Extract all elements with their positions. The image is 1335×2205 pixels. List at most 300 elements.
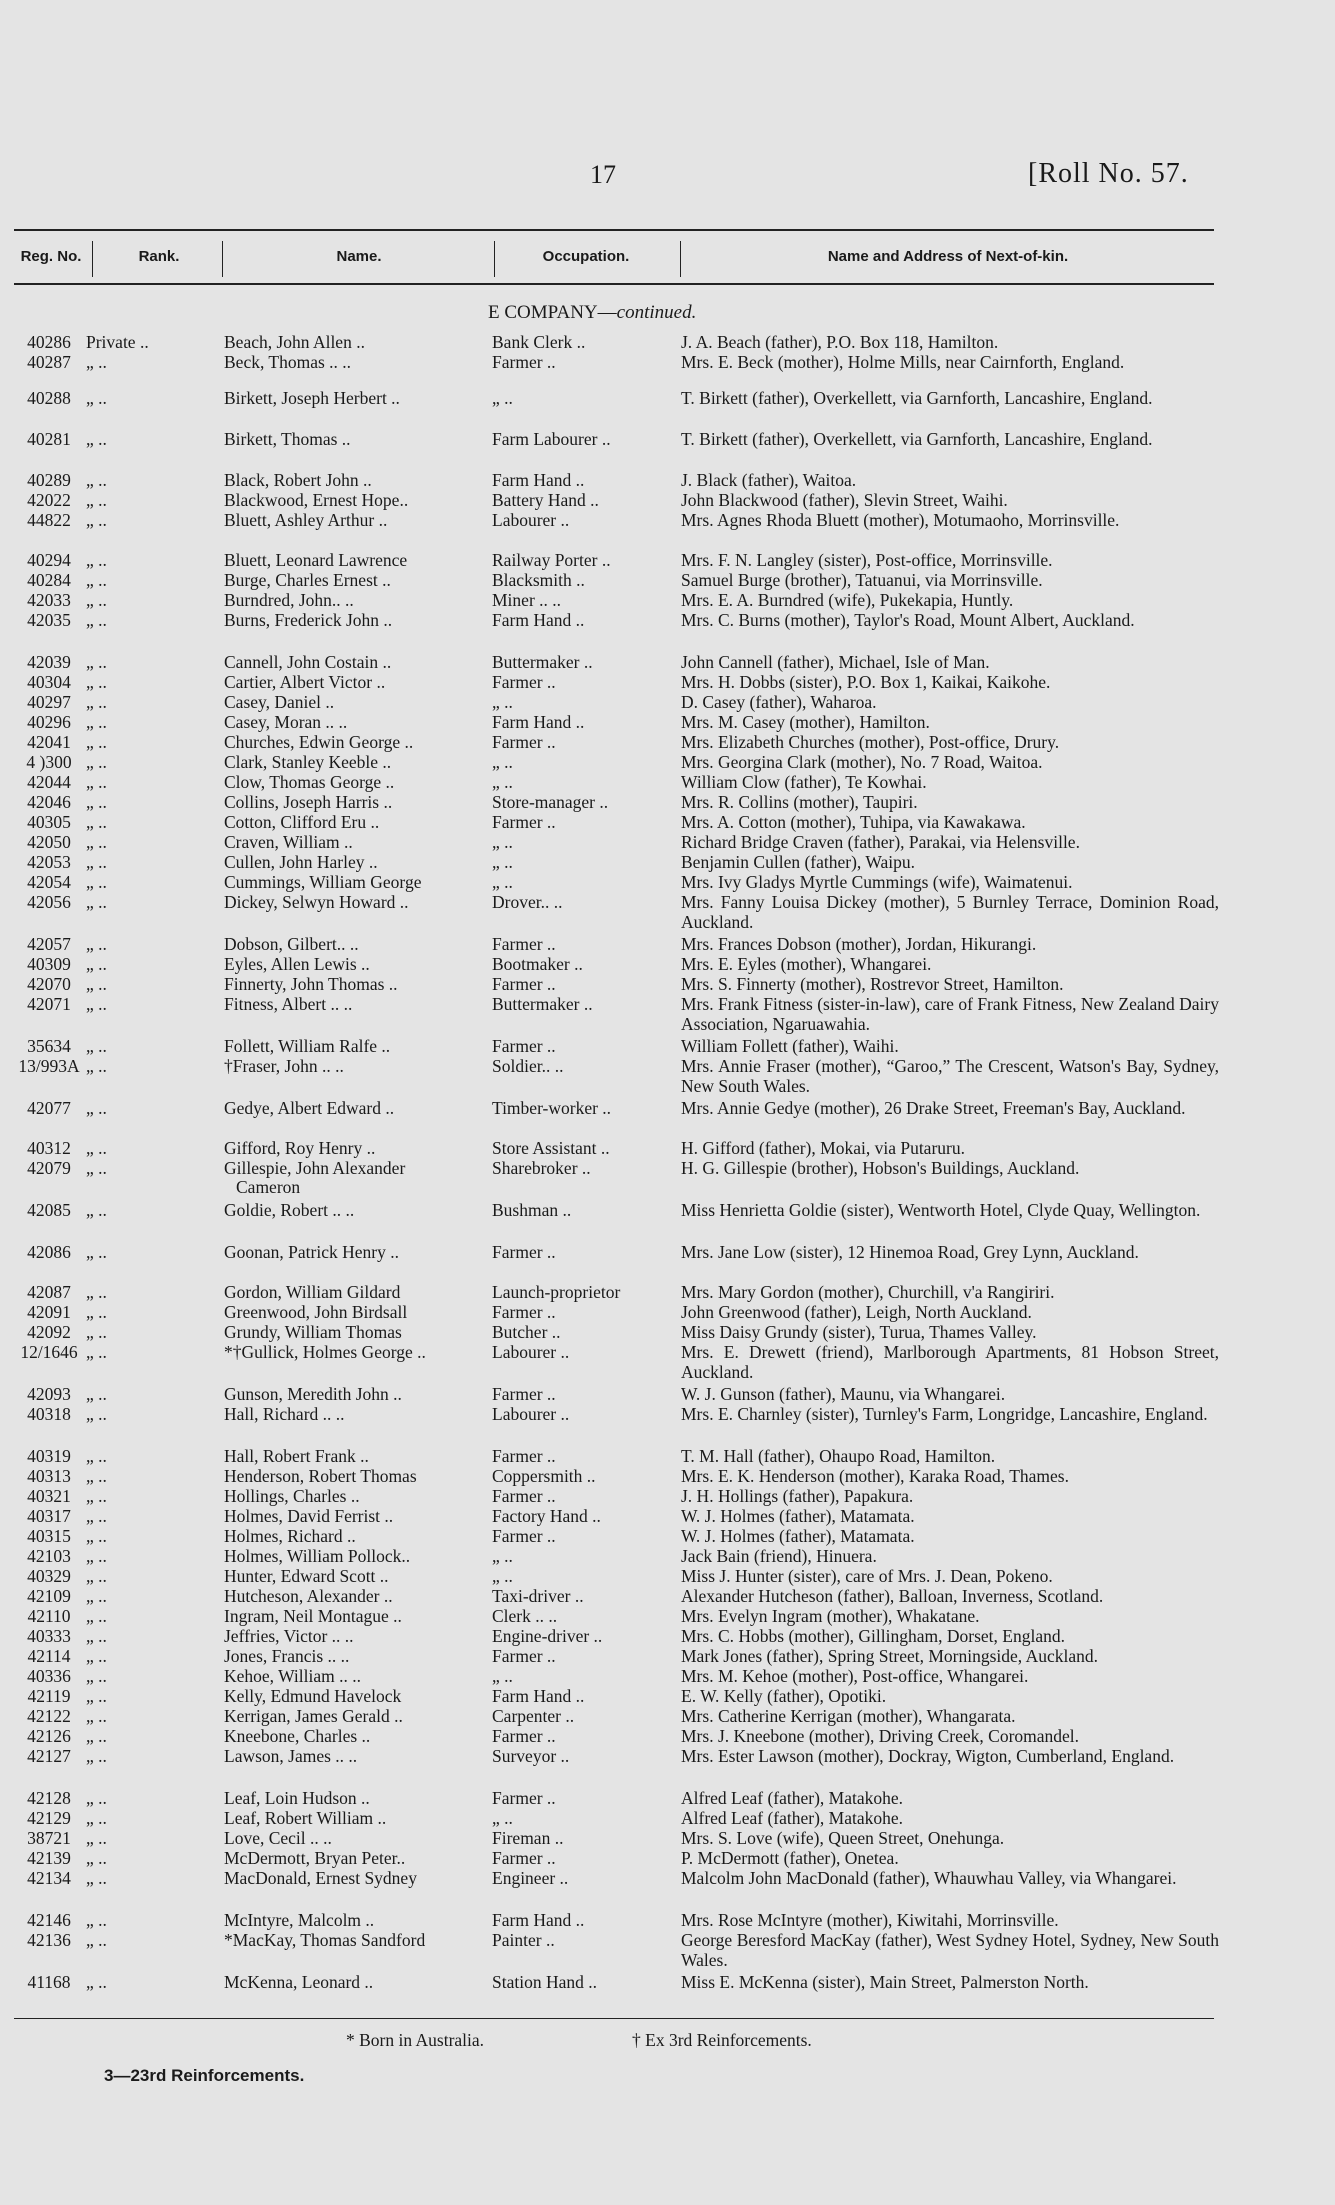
section-title: [488, 302, 696, 324]
occupation: Bank Clerk ..: [492, 332, 586, 352]
col-next-of-kin-header: Name and Address of Next-of-kin.: [827, 248, 1069, 265]
occupation: „ ..: [492, 692, 513, 712]
reg-number: 42077: [27, 1098, 71, 1118]
rank: „ ..: [86, 1586, 107, 1606]
rank: „ ..: [86, 1546, 107, 1566]
reg-number: 40289: [27, 470, 71, 490]
next-of-kin: Miss E. McKenna (sister), Main Street, Palmerston North.: [681, 1972, 1089, 1992]
occupation: Farmer ..: [492, 672, 556, 692]
next-of-kin: Mrs. E. A. Burndred (wife), Pukekapia, Huntly.: [681, 590, 1014, 610]
reg-number: 40333: [27, 1626, 71, 1646]
soldier-name: Love, Cecil .. ..: [224, 1828, 332, 1848]
rank: „ ..: [86, 1384, 107, 1404]
rank: „ ..: [86, 1626, 107, 1646]
next-of-kin: J. H. Hollings (father), Papakura.: [681, 1486, 914, 1506]
next-of-kin: Richard Bridge Craven (father), Parakai, via Helensville.: [681, 832, 1080, 852]
occupation: „ ..: [492, 852, 513, 872]
soldier-name: Greenwood, John Birdsall: [224, 1302, 408, 1322]
next-of-kin: John Cannell (father), Michael, Isle of Man.: [681, 652, 990, 672]
rank: „ ..: [86, 1158, 107, 1178]
soldier-name: MacDonald, Ernest Sydney: [224, 1868, 417, 1888]
reg-number: 41168: [27, 1972, 71, 1992]
rank: „ ..: [86, 550, 107, 570]
occupation: Engineer ..: [492, 1868, 569, 1888]
occupation: Farmer ..: [492, 352, 556, 372]
next-of-kin: Mrs. C. Hobbs (mother), Gillingham, Dorset, England.: [681, 1626, 1065, 1646]
occupation: Farmer ..: [492, 812, 556, 832]
occupation: Farmer ..: [492, 1726, 556, 1746]
soldier-name: Burge, Charles Ernest ..: [224, 570, 391, 590]
occupation: „ ..: [492, 752, 513, 772]
occupation: Drover.. ..: [492, 892, 563, 912]
next-of-kin: Mrs. Annie Gedye (mother), 26 Drake Street, Freeman's Bay, Auckland.: [681, 1098, 1186, 1118]
reg-number: 42146: [27, 1910, 71, 1930]
next-of-kin: Mrs. Frances Dobson (mother), Jordan, Hikurangi.: [681, 934, 1037, 954]
soldier-name: Holmes, Richard ..: [224, 1526, 356, 1546]
next-of-kin: Malcolm John MacDonald (father), Whauwhau Valley, via Whangarei.: [681, 1868, 1177, 1888]
footnote-born-in-australia: * Born in Australia.: [346, 2030, 485, 2050]
next-of-kin: Mrs. H. Dobbs (sister), P.O. Box 1, Kaikai, Kaikohe.: [681, 672, 1051, 692]
rank: Private ..: [86, 332, 149, 352]
occupation: Soldier.. ..: [492, 1056, 564, 1076]
next-of-kin: Mrs. Rose McIntyre (mother), Kiwitahi, Morrinsville.: [681, 1910, 1059, 1930]
next-of-kin: Mrs. Fanny Louisa Dickey (mother), 5 Burnley Terrace, Dominion Road, Auckland.: [681, 892, 1219, 932]
soldier-name: Gifford, Roy Henry ..: [224, 1138, 376, 1158]
rank: „ ..: [86, 1466, 107, 1486]
occupation: Buttermaker ..: [492, 994, 593, 1014]
rank: „ ..: [86, 1036, 107, 1056]
next-of-kin: W. J. Holmes (father), Matamata.: [681, 1526, 915, 1546]
occupation: Bootmaker ..: [492, 954, 583, 974]
reg-number: 42044: [27, 772, 71, 792]
next-of-kin: William Follett (father), Waihi.: [681, 1036, 899, 1056]
occupation: Fireman ..: [492, 1828, 564, 1848]
next-of-kin: Mrs. F. N. Langley (sister), Post-office, Morrinsville.: [681, 550, 1053, 570]
soldier-name: McIntyre, Malcolm ..: [224, 1910, 375, 1930]
rank: „ ..: [86, 1506, 107, 1526]
soldier-name: Dobson, Gilbert.. ..: [224, 934, 359, 954]
soldier-name: Follett, William Ralfe ..: [224, 1036, 391, 1056]
rank: „ ..: [86, 1606, 107, 1626]
rank: „ ..: [86, 570, 107, 590]
next-of-kin: Mrs. E. Eyles (mother), Whangarei.: [681, 954, 932, 974]
occupation: Timber-worker ..: [492, 1098, 612, 1118]
rank: „ ..: [86, 1446, 107, 1466]
occupation: Farm Hand ..: [492, 712, 585, 732]
soldier-name: *†Gullick, Holmes George ..: [224, 1342, 426, 1362]
occupation: Bushman ..: [492, 1200, 572, 1220]
next-of-kin: Mrs. S. Finnerty (mother), Rostrevor Street, Hamilton.: [681, 974, 1064, 994]
occupation: „ ..: [492, 772, 513, 792]
occupation: Blacksmith ..: [492, 570, 585, 590]
soldier-name: McKenna, Leonard ..: [224, 1972, 374, 1992]
soldier-name: Hunter, Edward Scott ..: [224, 1566, 389, 1586]
soldier-name: Craven, William ..: [224, 832, 353, 852]
occupation: Carpenter ..: [492, 1706, 575, 1726]
rank: „ ..: [86, 590, 107, 610]
soldier-name: †Fraser, John .. ..: [224, 1056, 344, 1076]
reg-number: 40288: [27, 388, 71, 408]
rank: „ ..: [86, 792, 107, 812]
occupation: Sharebroker ..: [492, 1158, 591, 1178]
reg-number: 40318: [27, 1404, 71, 1424]
rank: „ ..: [86, 610, 107, 630]
soldier-name: Grundy, William Thomas: [224, 1322, 402, 1342]
next-of-kin: Miss Daisy Grundy (sister), Turua, Thames Valley.: [681, 1322, 1037, 1342]
next-of-kin: T. Birkett (father), Overkellett, via Garnforth, Lancashire, England.: [681, 429, 1153, 449]
soldier-name: Gillespie, John Alexander: [224, 1158, 406, 1178]
rank: „ ..: [86, 470, 107, 490]
soldier-name: Hutcheson, Alexander ..: [224, 1586, 393, 1606]
occupation: Surveyor ..: [492, 1746, 570, 1766]
rank: „ ..: [86, 812, 107, 832]
soldier-name: Holmes, David Ferrist ..: [224, 1506, 394, 1526]
rank: „ ..: [86, 1056, 107, 1076]
soldier-name: Finnerty, John Thomas ..: [224, 974, 398, 994]
reg-number: 42087: [27, 1282, 71, 1302]
rank: „ ..: [86, 490, 107, 510]
soldier-name: Burns, Frederick John ..: [224, 610, 393, 630]
occupation: Farmer ..: [492, 1646, 556, 1666]
soldier-name: Gordon, William Gildard: [224, 1282, 401, 1302]
next-of-kin: Alexander Hutcheson (father), Balloan, Inverness, Scotland.: [681, 1586, 1104, 1606]
occupation: Farmer ..: [492, 1788, 556, 1808]
soldier-name: Casey, Daniel ..: [224, 692, 335, 712]
col-rank-header: Rank.: [138, 248, 180, 265]
next-of-kin: Mrs. M. Kehoe (mother), Post-office, Whangarei.: [681, 1666, 1029, 1686]
rank: „ ..: [86, 1666, 107, 1686]
next-of-kin: Mrs. Jane Low (sister), 12 Hinemoa Road, Grey Lynn, Auckland.: [681, 1242, 1139, 1262]
next-of-kin: Mrs. Frank Fitness (sister-in-law), care of Frank Fitness, New Zealand Dairy Association, Ngaruawahia.: [681, 994, 1219, 1034]
rank: „ ..: [86, 388, 107, 408]
next-of-kin: Mrs. E. Charnley (sister), Turnley's Farm, Longridge, Lancashire, England.: [681, 1404, 1208, 1424]
soldier-name: Gedye, Albert Edward ..: [224, 1098, 395, 1118]
next-of-kin: E. W. Kelly (father), Opotiki.: [681, 1686, 887, 1706]
soldier-name: Kneebone, Charles ..: [224, 1726, 371, 1746]
soldier-name: Leaf, Robert William ..: [224, 1808, 387, 1828]
occupation: Butcher ..: [492, 1322, 561, 1342]
soldier-name: Lawson, James .. ..: [224, 1746, 358, 1766]
next-of-kin: Benjamin Cullen (father), Waipu.: [681, 852, 915, 872]
rank: „ ..: [86, 1646, 107, 1666]
roll-number: [Roll No. 57.: [1028, 158, 1189, 189]
reg-number: 40312: [27, 1138, 71, 1158]
footer-rule: [14, 2018, 1214, 2019]
reg-number: 42071: [27, 994, 71, 1014]
occupation: Farm Hand ..: [492, 610, 585, 630]
reg-number: 40313: [27, 1466, 71, 1486]
rank: „ ..: [86, 752, 107, 772]
col-divider: [680, 241, 681, 277]
reg-number: 42114: [27, 1646, 71, 1666]
table-header: [14, 229, 1214, 285]
reg-number: 42139: [27, 1848, 71, 1868]
reg-number: 42103: [27, 1546, 71, 1566]
rank: „ ..: [86, 1322, 107, 1342]
next-of-kin: John Blackwood (father), Slevin Street, Waihi.: [681, 490, 1008, 510]
rank: „ ..: [86, 1566, 107, 1586]
rank: „ ..: [86, 1706, 107, 1726]
rank: „ ..: [86, 1930, 107, 1950]
occupation: Farmer ..: [492, 732, 556, 752]
soldier-name: Hall, Robert Frank ..: [224, 1446, 369, 1466]
rank: „ ..: [86, 1302, 107, 1322]
soldier-name: Jones, Francis .. ..: [224, 1646, 350, 1666]
occupation: „ ..: [492, 1566, 513, 1586]
reg-number: 40336: [27, 1666, 71, 1686]
soldier-name: Ingram, Neil Montague ..: [224, 1606, 402, 1626]
next-of-kin: Mrs. A. Cotton (mother), Tuhipa, via Kawakawa.: [681, 812, 1026, 832]
reg-number: 42079: [27, 1158, 71, 1178]
soldier-name: Black, Robert John ..: [224, 470, 372, 490]
rank: „ ..: [86, 1868, 107, 1888]
soldier-name: Cartier, Albert Victor ..: [224, 672, 386, 692]
occupation: Farmer ..: [492, 1526, 556, 1546]
reg-number: 13/993A: [18, 1056, 80, 1076]
soldier-name: Birkett, Joseph Herbert ..: [224, 388, 400, 408]
col-occupation-header: Occupation.: [542, 248, 630, 265]
next-of-kin: Miss Henrietta Goldie (sister), Wentworth Hotel, Clyde Quay, Wellington.: [681, 1200, 1201, 1220]
reg-number: 42128: [27, 1788, 71, 1808]
reg-number: 12/1646: [20, 1342, 78, 1362]
next-of-kin: Mrs. Georgina Clark (mother), No. 7 Road, Waitoa.: [681, 752, 1043, 772]
soldier-name: Gunson, Meredith John ..: [224, 1384, 402, 1404]
section-company: E COMPANY—: [488, 302, 617, 323]
occupation: Station Hand ..: [492, 1972, 597, 1992]
reg-number: 40286: [27, 332, 71, 352]
rank: „ ..: [86, 1098, 107, 1118]
next-of-kin: T. M. Hall (father), Ohaupo Road, Hamilton.: [681, 1446, 996, 1466]
occupation: Railway Porter ..: [492, 550, 611, 570]
next-of-kin: Mrs. Annie Fraser (mother), “Garoo,” The Crescent, Watson's Bay, Sydney, New South Wales.: [681, 1056, 1219, 1096]
soldier-name: Goonan, Patrick Henry ..: [224, 1242, 399, 1262]
occupation: Store-manager ..: [492, 792, 609, 812]
section-continued: continued.: [616, 302, 697, 323]
soldier-name: *MacKay, Thomas Sandford: [224, 1930, 426, 1950]
occupation: Farmer ..: [492, 1446, 556, 1466]
reg-number: 42057: [27, 934, 71, 954]
next-of-kin: P. McDermott (father), Onetea.: [681, 1848, 899, 1868]
soldier-name: Cummings, William George: [224, 872, 422, 892]
reg-number: 42127: [27, 1746, 71, 1766]
reg-number: 42126: [27, 1726, 71, 1746]
occupation: Coppersmith ..: [492, 1466, 596, 1486]
reg-number: 42070: [27, 974, 71, 994]
reg-number: 42092: [27, 1322, 71, 1342]
reg-number: 42054: [27, 872, 71, 892]
col-divider: [92, 241, 93, 277]
next-of-kin: Mark Jones (father), Spring Street, Morningside, Auckland.: [681, 1646, 1099, 1666]
soldier-name: Hollings, Charles ..: [224, 1486, 360, 1506]
occupation: Labourer ..: [492, 1342, 570, 1362]
soldier-name: Dickey, Selwyn Howard ..: [224, 892, 409, 912]
soldier-name: Kelly, Edmund Havelock: [224, 1686, 402, 1706]
occupation: „ ..: [492, 872, 513, 892]
reg-number: 42091: [27, 1302, 71, 1322]
reg-number: 40296: [27, 712, 71, 732]
next-of-kin: George Beresford MacKay (father), West Sydney Hotel, Sydney, New South Wales.: [681, 1930, 1219, 1970]
rank: „ ..: [86, 510, 107, 530]
rank: „ ..: [86, 852, 107, 872]
rank: „ ..: [86, 772, 107, 792]
reg-number: 40329: [27, 1566, 71, 1586]
next-of-kin: Mrs. E. K. Henderson (mother), Karaka Road, Thames.: [681, 1466, 1069, 1486]
rank: „ ..: [86, 1808, 107, 1828]
occupation: Factory Hand ..: [492, 1506, 601, 1526]
rank: „ ..: [86, 974, 107, 994]
reg-number: 42093: [27, 1384, 71, 1404]
reg-number: 42109: [27, 1586, 71, 1606]
occupation: Engine-driver ..: [492, 1626, 603, 1646]
reg-number: 40287: [27, 352, 71, 372]
reg-number: 42134: [27, 1868, 71, 1888]
rank: „ ..: [86, 1828, 107, 1848]
soldier-name: Clark, Stanley Keeble ..: [224, 752, 392, 772]
soldier-name: Beach, John Allen ..: [224, 332, 365, 352]
occupation: Painter ..: [492, 1930, 555, 1950]
reg-number: 40297: [27, 692, 71, 712]
rank: „ ..: [86, 652, 107, 672]
next-of-kin: Alfred Leaf (father), Matakohe.: [681, 1808, 904, 1828]
reg-number: 42039: [27, 652, 71, 672]
reg-number: 40317: [27, 1506, 71, 1526]
rank: „ ..: [86, 1242, 107, 1262]
occupation: Store Assistant ..: [492, 1138, 610, 1158]
reg-number: 4 )300: [26, 752, 72, 772]
rank: „ ..: [86, 1526, 107, 1546]
reg-number: 40294: [27, 550, 71, 570]
reg-number: 40319: [27, 1446, 71, 1466]
next-of-kin: H. Gifford (father), Mokai, via Putaruru.: [681, 1138, 965, 1158]
footnote-ex-reinforcements: † Ex 3rd Reinforcements.: [632, 2030, 812, 2050]
rank: „ ..: [86, 1404, 107, 1424]
reg-number: 42033: [27, 590, 71, 610]
reg-number: 42085: [27, 1200, 71, 1220]
rank: „ ..: [86, 934, 107, 954]
soldier-name: Hall, Richard .. ..: [224, 1404, 345, 1424]
rank: „ ..: [86, 1342, 107, 1362]
occupation: Farm Hand ..: [492, 470, 585, 490]
rank: „ ..: [86, 712, 107, 732]
rank: „ ..: [86, 1972, 107, 1992]
page-number: 17: [590, 160, 616, 189]
soldier-name-continued: Cameron: [236, 1177, 301, 1197]
next-of-kin: J. Black (father), Waitoa.: [681, 470, 857, 490]
reg-number: 38721: [27, 1828, 71, 1848]
reg-number: 42129: [27, 1808, 71, 1828]
next-of-kin: Mrs. Ester Lawson (mother), Dockray, Wigton, Cumberland, England.: [681, 1746, 1175, 1766]
next-of-kin: Mrs. E. Drewett (friend), Marlborough Apartments, 81 Hobson Street, Auckland.: [681, 1342, 1219, 1382]
rank: „ ..: [86, 1746, 107, 1766]
next-of-kin: John Greenwood (father), Leigh, North Auckland.: [681, 1302, 1032, 1322]
soldier-name: Cannell, John Costain ..: [224, 652, 392, 672]
next-of-kin: Mrs. Elizabeth Churches (mother), Post-office, Drury.: [681, 732, 1060, 752]
reg-number: 42046: [27, 792, 71, 812]
occupation: „ ..: [492, 1546, 513, 1566]
reg-number: 44822: [27, 510, 71, 530]
reg-number: 42050: [27, 832, 71, 852]
soldier-name: Cotton, Clifford Eru ..: [224, 812, 380, 832]
rank: „ ..: [86, 832, 107, 852]
next-of-kin: T. Birkett (father), Overkellett, via Garnforth, Lancashire, England.: [681, 388, 1153, 408]
bottom-signature-note: 3—23rd Reinforcements.: [104, 2066, 305, 2085]
reg-number: 42110: [27, 1606, 71, 1626]
reg-number: 42086: [27, 1242, 71, 1262]
occupation: Buttermaker ..: [492, 652, 593, 672]
soldier-name: Beck, Thomas .. ..: [224, 352, 352, 372]
next-of-kin: Mrs. Evelyn Ingram (mother), Whakatane.: [681, 1606, 980, 1626]
soldier-name: Jeffries, Victor .. ..: [224, 1626, 354, 1646]
rank: „ ..: [86, 1486, 107, 1506]
occupation: „ ..: [492, 1666, 513, 1686]
soldier-name: Holmes, William Pollock..: [224, 1546, 411, 1566]
reg-number: 42041: [27, 732, 71, 752]
reg-number: 42119: [27, 1686, 71, 1706]
soldier-name: Cullen, John Harley ..: [224, 852, 378, 872]
reg-number: 40304: [27, 672, 71, 692]
next-of-kin: W. J. Holmes (father), Matamata.: [681, 1506, 915, 1526]
reg-number: 40281: [27, 429, 71, 449]
occupation: Farm Hand ..: [492, 1686, 585, 1706]
next-of-kin: Mrs. E. Beck (mother), Holme Mills, near Cairnforth, England.: [681, 352, 1125, 372]
next-of-kin: Mrs. C. Burns (mother), Taylor's Road, Mount Albert, Auckland.: [681, 610, 1135, 630]
rank: „ ..: [86, 1282, 107, 1302]
occupation: „ ..: [492, 1808, 513, 1828]
occupation: Farmer ..: [492, 1384, 556, 1404]
rank: „ ..: [86, 872, 107, 892]
next-of-kin: Jack Bain (friend), Hinuera.: [681, 1546, 877, 1566]
rank: „ ..: [86, 954, 107, 974]
next-of-kin: Samuel Burge (brother), Tatuanui, via Morrinsville.: [681, 570, 1043, 590]
next-of-kin: William Clow (father), Te Kowhai.: [681, 772, 927, 792]
reg-number: 42056: [27, 892, 71, 912]
rank: „ ..: [86, 1200, 107, 1220]
soldier-name: Bluett, Ashley Arthur ..: [224, 510, 388, 530]
rank: „ ..: [86, 732, 107, 752]
next-of-kin: Mrs. Ivy Gladys Myrtle Cummings (wife), Waimatenui.: [681, 872, 1073, 892]
reg-number: 42022: [27, 490, 71, 510]
rank: „ ..: [86, 352, 107, 372]
occupation: Clerk .. ..: [492, 1606, 558, 1626]
occupation: Labourer ..: [492, 510, 570, 530]
next-of-kin: Miss J. Hunter (sister), care of Mrs. J. Dean, Pokeno.: [681, 1566, 1053, 1586]
occupation: Farm Hand ..: [492, 1910, 585, 1930]
soldier-name: Henderson, Robert Thomas: [224, 1466, 417, 1486]
rank: „ ..: [86, 994, 107, 1014]
col-divider: [222, 241, 223, 277]
reg-number: 35634: [27, 1036, 71, 1056]
next-of-kin: Mrs. J. Kneebone (mother), Driving Creek, Coromandel.: [681, 1726, 1080, 1746]
rank: „ ..: [86, 1848, 107, 1868]
soldier-name: Casey, Moran .. ..: [224, 712, 348, 732]
rank: „ ..: [86, 892, 107, 912]
next-of-kin: Mrs. M. Casey (mother), Hamilton.: [681, 712, 930, 732]
rank: „ ..: [86, 1686, 107, 1706]
rank: „ ..: [86, 672, 107, 692]
col-reg-header: Reg. No.: [20, 248, 82, 265]
next-of-kin: Mrs. Catherine Kerrigan (mother), Whangarata.: [681, 1706, 1016, 1726]
next-of-kin: D. Casey (father), Waharoa.: [681, 692, 877, 712]
next-of-kin: Mrs. R. Collins (mother), Taupiri.: [681, 792, 918, 812]
soldier-name: Fitness, Albert .. ..: [224, 994, 353, 1014]
occupation: Farmer ..: [492, 1486, 556, 1506]
soldier-name: Birkett, Thomas ..: [224, 429, 351, 449]
next-of-kin: W. J. Gunson (father), Maunu, via Whangarei.: [681, 1384, 1006, 1404]
rank: „ ..: [86, 1910, 107, 1930]
next-of-kin: Mrs. Mary Gordon (mother), Churchill, v'a Rangiriri.: [681, 1282, 1055, 1302]
occupation: Farmer ..: [492, 934, 556, 954]
rank: „ ..: [86, 429, 107, 449]
